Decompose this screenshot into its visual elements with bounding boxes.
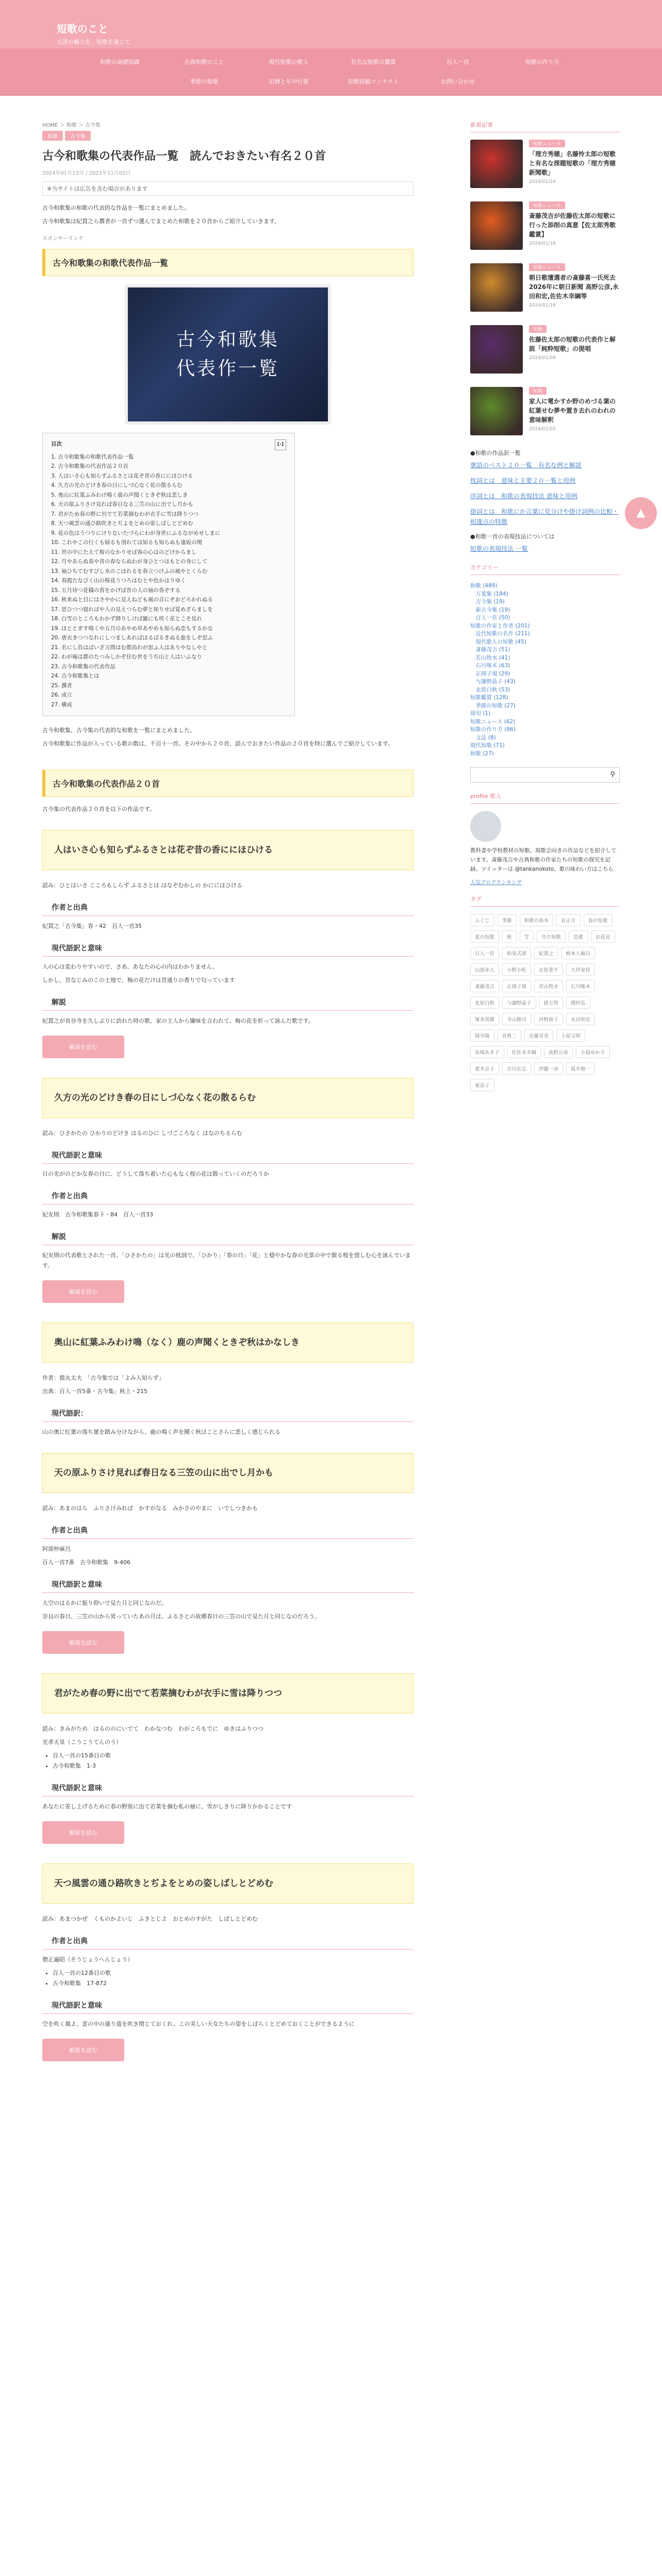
intro-text: 古今和歌集の和歌の代表的な作品を一覧にまとめました。 [42,205,190,211]
body-text: 百人一首7番 古今和歌集 9-406 [42,1559,130,1566]
category-link[interactable]: 短歌の作家と作者 (201) [470,622,530,629]
subsection-heading: 作者と出典 [42,898,413,916]
body-text: 読み：あまのはら ふりさけみれば かすがなる みかさのやまに いでしつきかも [42,1505,258,1512]
eyecatch-text: 古今和歌集 [176,329,279,350]
tag-link[interactable]: 俵万智 [539,996,564,1009]
tag-link[interactable]: 岡井隆 [470,1029,494,1042]
site-header [0,0,662,48]
tag-link[interactable]: 栗木京子 [470,1062,499,1075]
tag-link[interactable]: 土屋文明 [556,1029,585,1042]
category-link[interactable]: 斎藤茂吉 (51) [470,647,510,653]
news-date: 2024/01/08 [529,355,556,361]
category-badge[interactable]: 古今集 [65,131,91,141]
body-text: 奈良の春日、三笠の山から昇っていたあの月は、ふるさとの故郷春日の三笠の山で見た月と同じなのだろう。 [42,1613,320,1620]
news-thumbnail[interactable] [470,387,523,435]
category-link[interactable]: 季節の短歌 (27) [470,702,516,709]
sidebar-link[interactable]: 短歌の表現技法 一覧 [470,545,528,552]
toc-item[interactable]: 9. 花の色はうつりにけりないたづらにわが身世にふるながめせしまに [51,530,221,536]
scroll-to-top-button[interactable]: ▲ [625,497,657,529]
tag-link[interactable]: 恋愛 [569,930,588,943]
subsection-heading: 作者と出典 [42,1521,413,1539]
body-text: 読み：ひとはいさ こころもしらず ふるさとは はなぞむかしの かににほひける [42,882,242,889]
category-badge[interactable]: 短歌 [529,325,547,333]
site-description: 古語の魅力を、短歌を通じて [57,39,130,45]
tag-link[interactable]: 寺山修司 [502,1013,531,1025]
tag-link[interactable]: 馬場あき子 [470,1046,504,1058]
section-heading: 古今和歌集の代表作品２０首 [42,770,413,797]
body-text: 光孝天皇（こうこうてんのう） [42,1739,122,1745]
tag-link[interactable]: 山部赤人 [470,963,499,976]
news-date: 2024/01/16 [529,303,556,308]
subsection-heading: 現代語訳： [42,1404,413,1422]
tag-link[interactable]: 紀貫之 [534,947,558,959]
tag-link[interactable]: 河野裕子 [534,1013,563,1025]
nav-item[interactable]: 季節の短歌 [190,78,219,85]
profile-text: 教科書や学校教材の短歌、現歌会向きの作品などを紹介しています。斎藤茂吉や古典和歌の作家たちの短歌の探究を記録。ツイッターは @tankanokoto、歌の味わい方はこちら [470,848,617,872]
widget-title: ●和歌一首の表現技法については [470,533,555,540]
tag-link[interactable]: ふくじ [470,914,494,926]
body-text: 大空のはるかに振り仰いで見た月と同じなのだ。 [42,1600,167,1606]
tag-link[interactable]: 若山牧水 [534,980,563,992]
nav-item[interactable]: 旧暦と年中行事 [269,78,309,85]
tag-link[interactable]: 柿本人麻呂 [561,947,595,959]
read-more-button[interactable]: 解説を読む [42,2039,124,2061]
category-link[interactable]: 短歌の作り方 (86) [470,726,516,733]
news-item[interactable] [470,387,620,435]
toc-item[interactable]: 6. 天の原ふりさけ見れば春日なる三笠の山に出でし月かも [51,501,193,507]
poem-heading: 天つ風雲の通ひ路吹きとぢよをとめの姿しばしとどめむ [42,1863,413,1904]
list-item: • 古今和歌集 17-872 [53,1978,413,1989]
search-input[interactable] [470,767,620,783]
tag-link[interactable]: 吉川宏志 [502,1062,531,1075]
tag-link[interactable]: 冬の短歌 [537,930,566,943]
list-item: • 百人一首の15番目の歌 [53,1751,413,1761]
body-text: 古今集の代表作品２０首を以下の作品です。 [42,806,156,812]
body-text: 僧正遍昭（そうじょうへんじょう） [42,1956,133,1963]
tag-link[interactable]: 東直子 [470,1079,494,1091]
sidebar-link[interactable]: 枕詞とは 意味と主要２０一覧と用例 [470,477,576,484]
nav-item[interactable]: 和歌の基礎知識 [100,59,140,65]
nav-item[interactable]: 百人一首 [446,59,469,65]
ranking-banner[interactable]: 人気ブログランキング [470,880,522,886]
category-link[interactable]: 現代短歌 (71) [470,742,505,749]
category-badges [42,131,413,141]
category-link[interactable]: 正岡子規 (29) [470,670,510,677]
category-link[interactable]: 俳句 (1) [470,710,491,717]
table-of-contents [42,433,295,716]
toc-item[interactable]: 22. わが庵は都のたつみしかぞ住む世をうぢ山と人はいふなり [51,654,203,660]
tag-link[interactable]: 北原白秋 [470,996,499,1009]
toc-item[interactable]: 18. 白雪のところもわかず降りしけば巌にも咲く花とこそ見れ [51,616,203,622]
tag-link[interactable]: お正月 [556,914,581,926]
tag-link[interactable]: 夏の短歌 [470,930,499,943]
tag-link[interactable]: 和歌の基本 [520,914,554,926]
body-text: 出典：百人一首5番・古今集」秋上・215 [42,1388,147,1395]
body-text: 日の光がのどかな春の日に、どうして落ち着いた心もなく桜の花は散っていくのだろうか [42,1171,269,1177]
widget-title: profile 歌人 [470,792,620,804]
toc-item[interactable]: 12. 月やあらぬ春や昔の春ならぬわが身ひとつはもとの身にして [51,558,208,565]
category-link[interactable]: 現代歌人の短歌 (45) [470,638,526,645]
body-text: 紀貫之が長谷寺を久しぶりに訪れた時の歌。家の主人から嫌味を言われて、梅の花を折って詠んだ歌です。 [42,1018,314,1024]
nav-item[interactable]: お問い合わせ [441,78,475,85]
tag-link[interactable]: 在原業平 [534,963,563,976]
sponsor-label: スポンサーリンク [42,236,84,242]
widget-title: タグ [470,895,620,907]
intro-text: 古今和歌集は紀貫之ら撰者が一首ずつ選んでまとめた和歌を２０首からご紹介していきます。 [42,218,280,225]
tag-link[interactable]: 佐佐木幸綱 [507,1046,541,1058]
body-text: 紀友則 古今和歌集春下・84 百人一首33 [42,1211,153,1218]
tag-link[interactable]: 石川啄木 [566,980,595,992]
read-more-button[interactable]: 解説を読む [42,1280,124,1303]
news-item[interactable] [470,201,620,250]
category-link[interactable]: 万葉集 (184) [470,590,508,597]
toc-item[interactable]: 3. 人はいさ心も知らずふるさとは花ぞ昔の香ににほひける [51,472,193,479]
news-thumbnail[interactable] [470,325,523,374]
list-item: • 古今和歌集 1-3 [53,1761,413,1771]
sidebar-link[interactable]: 序詞とは 和歌の表現技法 意味と用例 [470,493,577,500]
tag-link[interactable]: 大伴家持 [566,963,595,976]
post-date: 2024年01月13日 / 2022年11月02日 [42,171,131,176]
body-text: あなたに差し上げるために春の野原に出て若菜を摘む私の袖に、雪がしきりに降りかかることです [42,1803,292,1810]
subsection-heading: 現代語訳と意味 [42,1778,413,1797]
tag-link[interactable]: 季節 [498,914,517,926]
toc-item[interactable]: 10. これやこの行くも帰るも別れては知るも知らぬも逢坂の関 [51,539,203,546]
tag-link[interactable]: 正岡子規 [502,980,531,992]
toc-item[interactable]: 13. 袖ひちてむすびし水のこほれるを春立つけふの風やとくらむ [51,568,208,574]
tag-link[interactable]: 小島ゆかり [576,1046,610,1058]
body-text: 読み：きみがため はるののにいでて わかなつむ わがころもでに ゆきはふりつつ [42,1725,263,1732]
site-title[interactable]: 短歌のこと [57,23,108,35]
subsection-heading: 解説 [42,1227,413,1245]
body-text: 紀貫之「古今集」春・42 百人一首35 [42,923,142,929]
tag-link[interactable]: 坂井修一 [566,1062,595,1075]
body-text: 作者：猿丸太夫 「古今集では「よみ人知らず」 [42,1375,164,1381]
category-link[interactable]: 新古今集 (19) [470,606,510,613]
news-thumbnail[interactable] [470,263,523,312]
toc-item[interactable]: 26. 成立 [51,692,73,698]
toc-item[interactable]: 14. 春霞たなびく山の桜花うつろはむとや色かはりゆく [51,578,186,584]
news-item[interactable] [470,140,620,188]
subsection-heading: 作者と出典 [42,1931,413,1950]
article-title: 古今和歌集の代表作品一覧 読んでおきたい有名２０首 [42,150,326,163]
news-title[interactable]: 朝日歌壇選者の斎藤喜一氏死去 2026年に朝日新聞 高野公彦,永田和宏,佐佐木幸綱等 [529,274,619,300]
toc-item[interactable]: 7. 君がため春の野に出でて若菜摘むわが衣手に雪は降りつつ [51,511,199,517]
category-badge[interactable]: 短歌ニュース [529,140,565,147]
tag-link[interactable]: 斎藤茂吉 [470,980,499,992]
toc-title: 目次 [51,441,62,447]
nav-item[interactable]: 古典和歌のこと [184,59,224,65]
category-badge[interactable]: 短歌ニュース [529,201,565,209]
tag-link[interactable]: 高野公彦 [544,1046,573,1058]
tag-link[interactable]: 小野小町 [502,963,531,976]
sidebar-link[interactable]: 褒語のベスト２０一覧 有名な例と解説 [470,462,582,469]
read-more-button[interactable]: 解説を読む [42,1036,124,1058]
toc-item[interactable]: 4. 久方の光のどけき春の日にしづ心なく花の散るらむ [51,482,183,488]
eyecatch-image [125,284,331,425]
subsection-heading: 現代語訳と意味 [42,1996,413,2014]
body-text: 読み：あまつかぜ くものかよいじ ふきとじよ おとめのすがた しばしとどめむ [42,1916,258,1922]
body-text: 古今和歌集に作品が入っている歌の数は、千百十一首。その中から２０首、読んでおきたい作品の２０首を特に選んでご紹介しています。 [42,740,394,747]
global-nav [0,48,662,96]
category-link[interactable]: 与謝野晶子 (43) [470,679,516,685]
category-link[interactable]: 古今集 (19) [470,599,505,605]
subsection-heading: 解説 [42,993,413,1011]
news-item[interactable] [470,263,620,312]
toc-item[interactable]: 16. 秋来ぬと目にはさやかに見えねども風の音にぞおどろかれぬる [51,597,213,603]
category-link[interactable]: 石川啄木 (63) [470,663,510,669]
body-text: 読み：ひさかたの ひかりのどけき はるのひに しづごころなく はなのちるらむ [42,1130,242,1137]
subsection-heading: 作者と出典 [42,1187,413,1205]
news-date: 2024/01/24 [529,179,556,184]
news-title[interactable]: 家人に電かすか野のめづる葉の紅葉せむ夢や置き去れのわれの意味解釈 [529,398,616,423]
subsection-heading: 現代語訳と意味 [42,939,413,957]
subsection-heading: 現代語訳と意味 [42,1146,413,1164]
category-link[interactable]: 短歌鑑賞 (128) [470,694,508,701]
read-more-button[interactable]: 解説を読む [42,1821,124,1844]
category-link[interactable]: 近代短歌の名作 (211) [470,631,530,637]
widget-title: カテゴリー [470,563,620,575]
toc-item[interactable]: 21. 名にし負はばいざ言問はむ都鳥わが思ふ人はありやなしやと [51,644,208,651]
nav-item[interactable]: 現代短歌の歌人 [269,59,309,65]
body-text: 古今和歌集、古今集の代表的な和歌を一覧にまとめました。 [42,727,195,734]
tag-link[interactable]: 宮柊二 [498,1029,522,1042]
tag-link[interactable]: 与謝野晶子 [502,996,536,1009]
toc-item[interactable]: 17. 思ひつつ寝ればや人の見えつらむ夢と知りせば覚めざらましを [51,606,213,613]
tag-link[interactable]: 秋 [502,930,517,943]
toc-item[interactable]: 20. 唐衣きつつなれにしつましあればはるばるきぬる旅をしぞ思ふ [51,635,213,641]
category-badge[interactable]: 短歌ニュース [529,263,565,271]
tag-link[interactable]: お花見 [591,930,615,943]
toc-item[interactable]: 24. 古今和歌集とは [51,673,100,679]
toc-item[interactable]: 5. 奥山に紅葉ふみわけ鳴く鹿の声聞くときぞ秋は悲しき [51,492,188,498]
toc-item[interactable]: 1. 古今和歌集の和歌代表作品一覧 [51,453,134,460]
widget-title: ●和歌の作品訳一覧 [470,450,521,456]
tag-link[interactable]: 春の短歌 [584,914,613,926]
widget-title: 新着記事 [470,121,620,132]
news-item[interactable] [470,325,620,374]
tag-link[interactable]: 伊藤一彦 [534,1062,563,1075]
tag-link[interactable]: 穂村弘 [566,996,590,1009]
poem-heading: 人はいさ心も知らずふるさとは花ぞ昔の香ににほひける [42,830,413,870]
toc-item[interactable]: 8. 天つ風雲の通ひ路吹きとぢよをとめの姿しばしとどめむ [51,520,193,527]
body-text: 山の奥に紅葉の落ち葉を踏み分けながら、鹿の鳴く声を聞く秋はことさらに悲しく感じられる [42,1429,280,1435]
category-link[interactable]: 百人一首 (50) [470,615,510,621]
subsection-heading: 現代語訳と意味 [42,1575,413,1593]
category-link[interactable]: 文法 (8) [470,734,496,741]
category-badge[interactable]: 短歌 [529,387,547,395]
tag-link[interactable]: 雪 [520,930,534,943]
tag-link[interactable]: 和泉式部 [502,947,531,959]
tag-link[interactable]: 百人一首 [470,947,499,959]
category-link[interactable]: 和歌 (489) [470,583,498,589]
poem-heading: 奥山に紅葉ふみわけ鳴（なく）鹿の声聞くときぞ秋はかなしき [42,1323,413,1363]
tag-link[interactable]: 近藤芳美 [524,1029,553,1042]
toc-item[interactable]: 27. 構成 [51,701,73,708]
body-text: 阿部仲麻呂 [42,1546,71,1552]
sidebar-link[interactable]: 掛詞とは 和歌にか言葉に見分けや掛け詞例の比較・相違点の特徴 [470,508,619,526]
toc-item[interactable]: 2. 古今和歌集の代表作品２０首 [51,463,128,469]
body-text: 人の心は変わりやすいので、さあ、あなたの心の内はわかりません。 [42,963,218,970]
search-icon[interactable]: ⚲ [610,771,615,778]
toc-item[interactable]: 25. 撰者 [51,682,73,689]
category-badge[interactable]: 和歌 [42,131,63,141]
category-link[interactable]: 短歌ニュース (62) [470,718,516,725]
ad-notice: ※当サイトは広告を含む場合があります [42,181,413,196]
toc-item[interactable]: 19. ほととぎす鳴くや五月のあやめ草あやめも知らぬ恋もするかな [51,625,213,632]
tag-link[interactable]: 塚本邦雄 [470,1013,499,1025]
body-text: 空を吹く風よ、雲の中の通り道を吹き閉じておくれ。この美しい天女たちの姿をしばらくとどめておくことができるように [42,2021,355,2027]
list-item: • 百人一首の12番目の歌 [53,1968,413,1978]
read-more-button[interactable]: 解説を読む [42,1631,124,1654]
toc-toggle-button[interactable]: [-] [275,439,286,450]
breadcrumb[interactable]: HOME ＞ 和歌 ＞ 古今集 [42,123,101,128]
news-title[interactable]: 佐藤佐太郎の短歌の代表作と解説「純粋短歌」の提唱 [529,336,616,352]
category-link[interactable]: 若山牧水 (41) [470,654,510,661]
news-date: 2024/01/02 [529,427,556,432]
body-text: しかし、昔なじみのこの土地で、梅の花だけは昔通りの香りで匂っています [42,977,235,984]
eyecatch-text: 代表作一覧 [176,358,279,379]
news-title[interactable]: 「理方秀穂」名藤怜太郎の短歌と有名な探題短歌の「理方秀穂新聞歌」 [529,150,616,176]
nav-item[interactable]: 短歌投稿コンテスト [347,78,399,85]
nav-item[interactable]: 短歌の作り方 [525,59,559,65]
news-title[interactable]: 斎藤茂吉が佐藤佐太郎の短歌に行った添削の真意【佐太郎秀歌鑑賞】 [529,212,616,238]
avatar [470,811,501,842]
toc-item[interactable]: 23. 古今和歌集の代表作品 [51,663,116,670]
sidebar [470,121,620,2576]
category-link[interactable]: 北原白秋 (53) [470,686,510,693]
toc-item[interactable]: 15. 五月待つ花橘の香をかげば昔の人の袖の香ぞする [51,587,181,594]
news-thumbnail[interactable] [470,201,523,250]
nav-item[interactable]: 有名な短歌の鑑賞 [351,59,396,65]
category-link[interactable]: 和歌 (27) [470,750,494,757]
toc-item[interactable]: 11. 世の中にたえて桜のなかりせば春の心はのどけからまし [51,549,197,555]
poem-heading: 君がため春の野に出でて若菜摘むわが衣手に雪は降りつつ [42,1673,413,1714]
section-heading: 古今和歌集の和歌代表作品一覧 [42,249,413,276]
main-content [42,121,413,2576]
poem-heading: 久方の光のどけき春の日にしづ心なく花の散るらむ [42,1078,413,1118]
tag-link[interactable]: 永田和宏 [566,1013,595,1025]
poem-heading: 天の原ふりさけ見れば春日なる三笠の山に出でし月かも [42,1453,413,1493]
news-date: 2024/01/18 [529,241,556,246]
news-thumbnail[interactable] [470,140,523,188]
body-text: 紀友則の代表歌とされた一首。「ひさかたの」は光の枕詞で、「ひかり」「春の日」「花」と穏やかな春の光景の中で散る桜を惜しむ心を詠んでいます。 [42,1252,411,1269]
